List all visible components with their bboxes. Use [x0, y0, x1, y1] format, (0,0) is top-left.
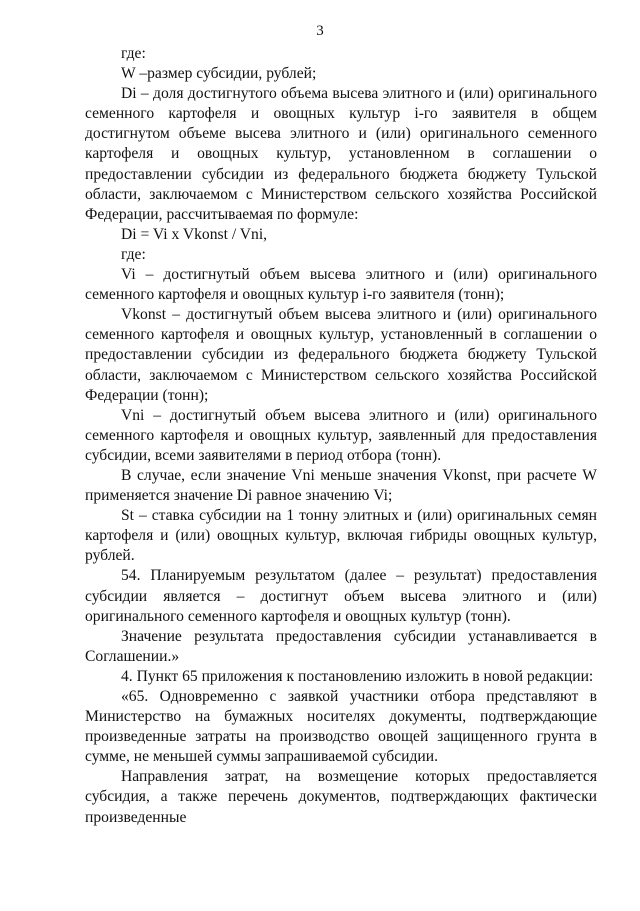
paragraph-result-value: Значение результата предоставления субсидии устанавливается в Соглашении.» [85, 627, 597, 665]
paragraph-vi-definition: Vi – достигнутый объем высева элитного и (или) оригинального семенного картофеля и овощных культур i-го заявителя (тонн); [85, 266, 597, 304]
paragraph-di-definition: Di – доля достигнутого объема высева элитного и (или) оригинального семенного картофеля и овощных культур i-го заявителя в общем достигнутом объеме высева элитного и (или) оригинального семенного картофеля и овощных культур, установленном в соглашении о предоставлении субсидии из федерального бюджета бюджету Тульской области, заключаемом с Министерством сельского хозяйства Российской Федерации, рассчитываемая по формуле: [85, 85, 597, 223]
paragraph-st-definition: St – ставка субсидии на 1 тонну элитных и (или) оригинальных семян картофеля и (или) овощных культур, включая гибриды овощных культур, рублей. [85, 507, 597, 565]
paragraph-w-definition: W –размер субсидии, рублей; [121, 65, 317, 83]
paragraph-vni-condition: В случае, если значение Vni меньше значения Vkonst, при расчете W применяется значение Di равное значению Vi; [85, 466, 597, 505]
paragraph-vkonst-definition: Vkonst – достигнутый объем высева элитного и (или) оригинального семенного картофеля и овощных культур, установленный в соглашении о предоставлении субсидии из федерального бюджета бюджету Тульской области, заключаемом с Министерством сельского хозяйства Российской Федерации (тонн); [85, 306, 597, 404]
document-body [85, 44, 597, 828]
paragraph-where-1: где: [121, 45, 146, 62]
paragraph-cost-directions: Направления затрат, на возмещение которых предоставляется субсидия, а также перечень документов, подтверждающих фактически произведенные [85, 768, 597, 826]
paragraph-item-4: 4. Пункт 65 приложения к постановлению изложить в новой редакции: [121, 667, 594, 685]
paragraph-item-54: 54. Планируемым результатом (далее – результат) предоставления субсидии является – достигнут объем высева элитного и (или) оригинального семенного картофеля и овощных культур (тонн). [85, 567, 597, 625]
formula-di: Di = Vi x Vkonst / Vni, [121, 225, 268, 243]
paragraph-where-2: где: [121, 245, 146, 263]
page-number: 3 [316, 23, 324, 39]
paragraph-vni-definition: Vni – достигнутый объем высева элитного и (или) оригинального семенного картофеля и овощных культур, заявленный для предоставления субсидии, всеми заявителями в период отбора (тонн). [85, 406, 597, 464]
paragraph-item-65: «65. Одновременно с заявкой участники отбора представляют в Министерство на бумажных носителях документы, подтверждающие произведенные затраты на производство овощей защищенного грунта в сумме, не меньшей суммы запрашиваемой субсидии. [85, 688, 597, 766]
